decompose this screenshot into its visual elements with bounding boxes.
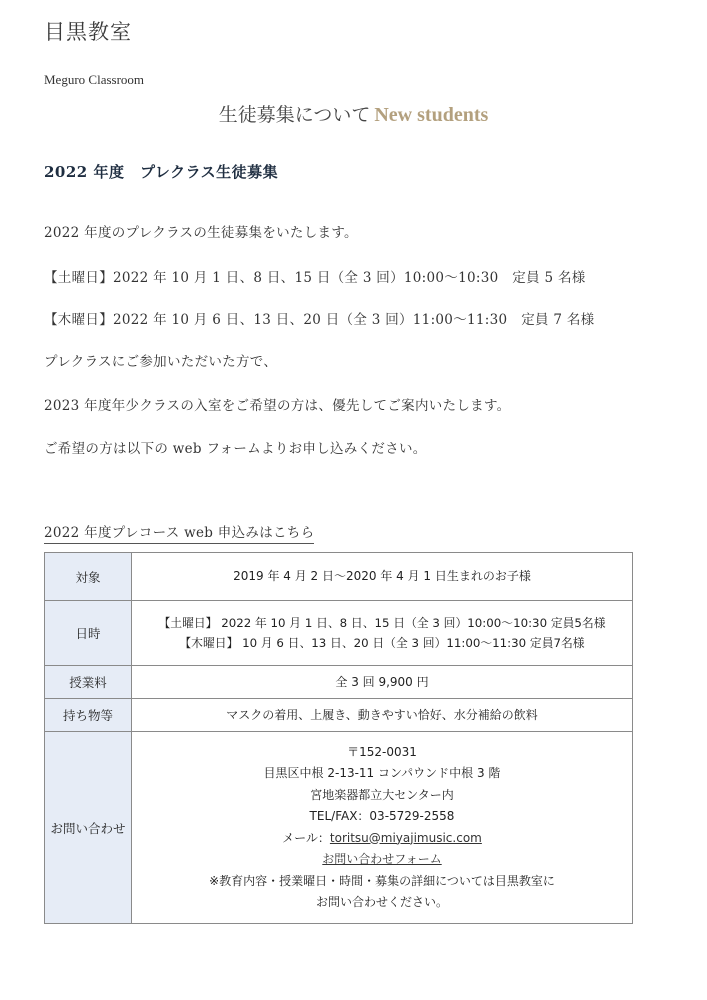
contact-form-line [132, 849, 632, 871]
table-row [45, 553, 633, 601]
web-application-link[interactable]: 2022 年度プレコース web 申込みはこちら [44, 521, 314, 544]
fee-text: 全 3 回 9,900 円 [335, 674, 429, 689]
belongings-text: マスクの着用、上履き、動きやすい恰好、水分補給の飲料 [226, 707, 538, 722]
row-value-datetime [132, 601, 633, 666]
priority-paragraph-1: プレクラスにご参加いただいた方で、 [44, 354, 278, 370]
mail-line [132, 828, 632, 850]
postal-code: 〒152-0031 [347, 744, 417, 759]
table-row [45, 732, 633, 924]
building: 宮地楽器都立大センター内 [310, 787, 454, 802]
row-label-contact: お問い合わせ [45, 732, 132, 924]
row-label-target: 対象 [45, 553, 132, 601]
apply-instruction: ご希望の方は以下の web フォームよりお申し込みください。 [44, 441, 427, 457]
tel-fax: TEL/FAX：03-5729-2558 [309, 809, 455, 823]
contact-form-link[interactable]: お問い合わせフォーム [322, 852, 442, 866]
intro-paragraph: 2022 年度のプレクラスの生徒募集をいたします。 [44, 225, 358, 241]
section-heading: 2022 年度 プレクラス生徒募集 [44, 163, 279, 181]
datetime-thursday: 【木曜日】 10 月 6 日、13 日、20 日（全 3 回）11:00〜11:30 定員7名様 [179, 636, 585, 650]
contact-note-2: お問い合わせください。 [315, 895, 448, 909]
page-title-en: New students [374, 104, 489, 126]
row-label-fee: 授業料 [45, 666, 132, 699]
email-link[interactable]: toritsu@miyajimusic.com [329, 830, 482, 845]
thursday-schedule: 【木曜日】2022 年 10 月 6 日、13 日、20 日（全 3 回）11:00〜11:30 定員 7 名様 [44, 312, 595, 328]
site-subtitle: Meguro Classroom [44, 72, 145, 87]
row-value-contact [132, 732, 633, 924]
mail-label: メール： [282, 830, 330, 845]
info-table [44, 552, 633, 924]
site-title: 目黒教室 [44, 20, 132, 44]
table-row [45, 601, 633, 666]
row-value-belongings [132, 699, 633, 732]
page-title [0, 100, 707, 127]
priority-paragraph-2: 2023 年度年少クラスの入室をご希望の方は、優先してご案内いたします。 [44, 398, 511, 414]
row-value-target [132, 553, 633, 601]
row-label-belongings: 持ち物等 [45, 699, 132, 732]
address: 目黒区中根 2-13-11 コンパウンド中根 3 階 [263, 766, 501, 780]
table-row [45, 666, 633, 699]
datetime-saturday: 【土曜日】 2022 年 10 月 1 日、8 日、15 日（全 3 回）10:00〜10:30 定員5名様 [158, 616, 606, 630]
saturday-schedule: 【土曜日】2022 年 10 月 1 日、8 日、15 日（全 3 回）10:00〜10:30 定員 5 名様 [44, 270, 586, 286]
row-label-datetime: 日時 [45, 601, 132, 666]
contact-note-1: ※教育内容・授業曜日・時間・募集の詳細については目黒教室に [209, 873, 555, 888]
page-title-ja: 生徒募集について [218, 104, 371, 126]
table-row [45, 699, 633, 732]
row-value-fee [132, 666, 633, 699]
target-text: 2019 年 4 月 2 日〜2020 年 4 月 1 日生まれのお子様 [233, 569, 531, 583]
